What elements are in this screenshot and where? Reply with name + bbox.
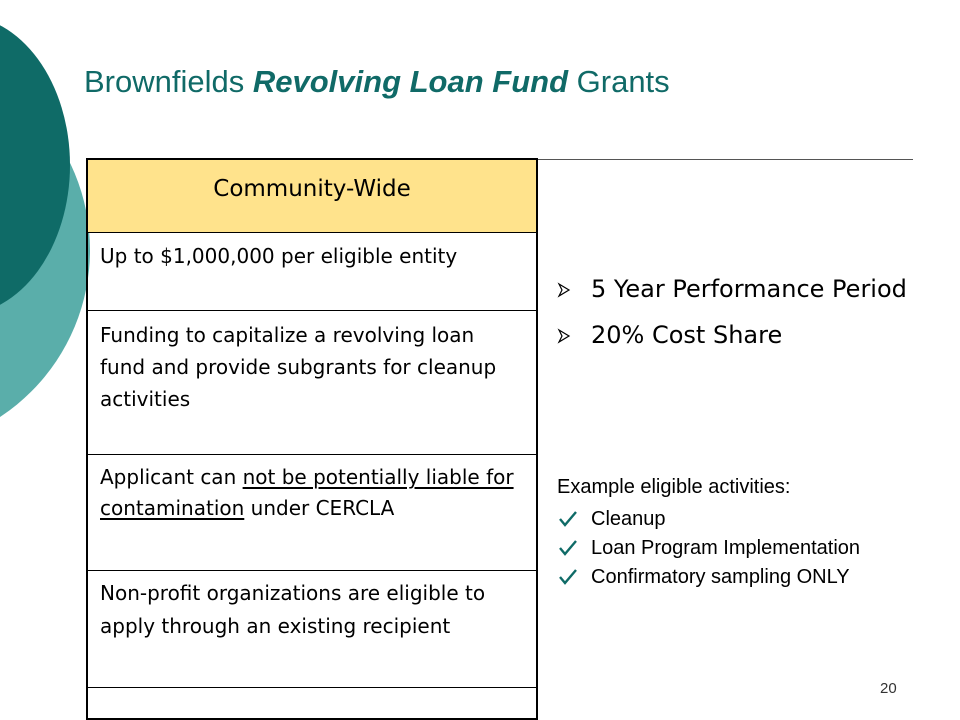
checkmark-icon: [559, 511, 577, 527]
top-divider-line: [538, 159, 913, 160]
liability-suffix: under CERCLA: [244, 496, 395, 520]
community-wide-table: [86, 158, 538, 720]
activity-label: Cleanup: [591, 508, 666, 530]
key-points-list: [557, 272, 937, 364]
key-point-label: 20% Cost Share: [591, 321, 783, 349]
table-row-funding-purpose: Funding to capitalize a revolving loan fund and provide subgrants for cleanup activities: [88, 311, 536, 455]
title-prefix: Brownfields: [84, 64, 253, 99]
key-point-performance-period: [557, 272, 937, 306]
checkmark-icon: [559, 540, 577, 556]
checkmark-icon: [559, 569, 577, 585]
activity-confirmatory-sampling: [557, 563, 957, 592]
table-row-nonprofit: Non-profit organizations are eligible to apply through an existing recipient: [88, 571, 536, 688]
table-row-empty: [88, 688, 536, 718]
eligible-activities-heading: Example eligible activities:: [557, 476, 791, 498]
table-row-liability: [88, 455, 536, 571]
table-row-funding-amount: Up to $1,000,000 per eligible entity: [88, 233, 536, 311]
activity-cleanup: [557, 505, 957, 534]
slide-title: [84, 60, 670, 104]
activity-label: Loan Program Implementation: [591, 537, 861, 559]
page-number: 20: [880, 680, 897, 697]
title-emphasis: Revolving Loan Fund: [252, 64, 569, 99]
activity-loan-program: [557, 534, 957, 563]
arrow-bullet-icon: [557, 282, 571, 298]
key-point-cost-share: [557, 318, 937, 352]
activity-label: Confirmatory sampling ONLY: [591, 566, 850, 588]
table-header: Community-Wide: [88, 160, 536, 233]
liability-underlined: not be potentially liable for contamination: [100, 465, 514, 520]
arrow-bullet-icon: [557, 328, 571, 344]
eligible-activities: [557, 472, 957, 592]
title-suffix: Grants: [568, 64, 670, 99]
key-point-label: 5 Year Performance Period: [591, 275, 907, 303]
liability-prefix: Applicant can: [100, 465, 243, 489]
